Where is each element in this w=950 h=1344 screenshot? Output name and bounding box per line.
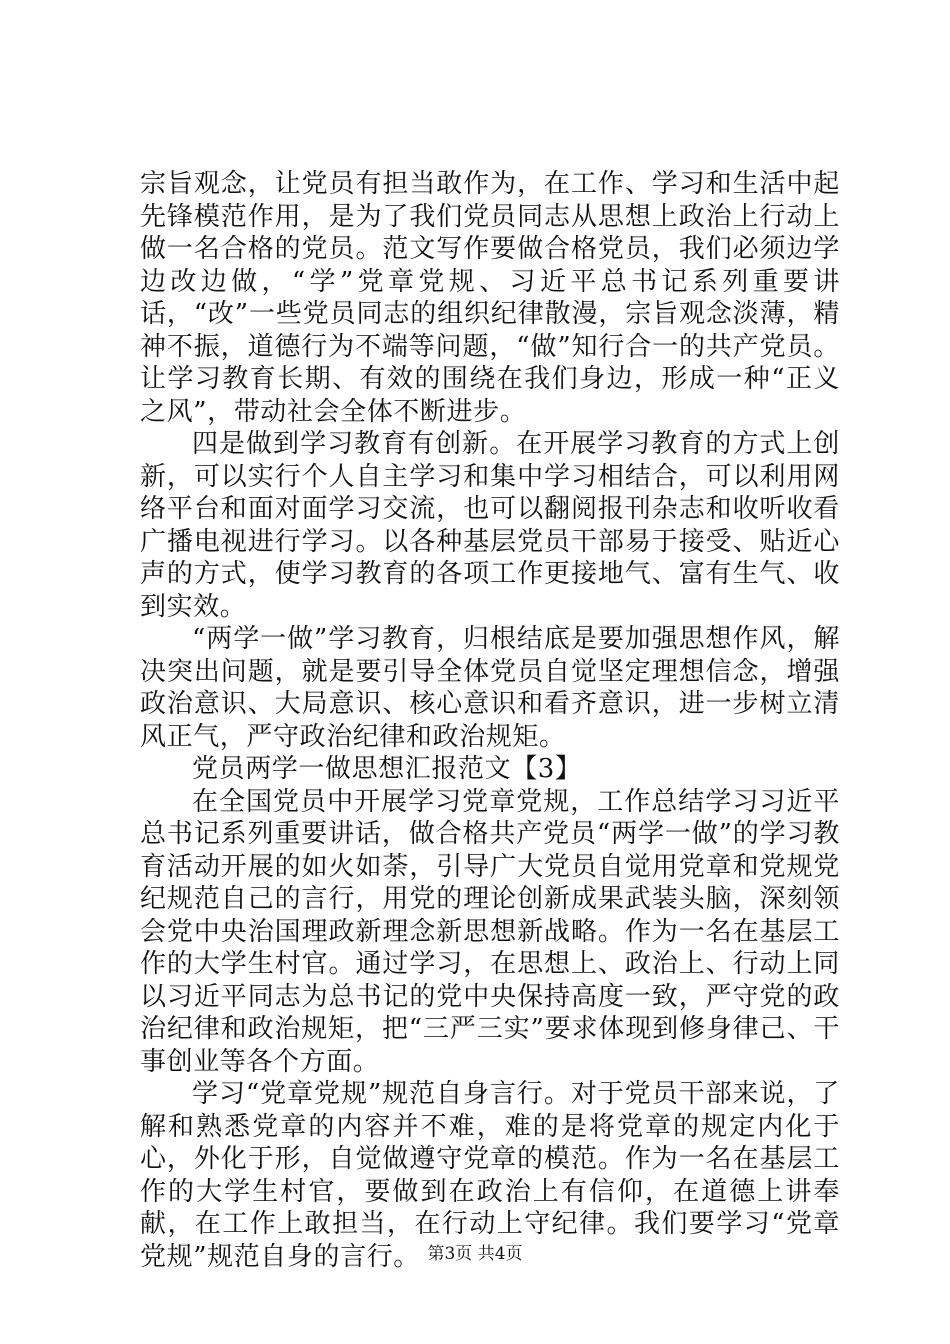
section-heading: 党员两学一做思想汇报范文【3】 [192, 754, 582, 784]
paragraph-party-rules: 学习“党章党规”规范自身言行。对于党员干部来说，了解和熟悉党章的内容并不难，难的是将党章的规定内化于心，外化于形，自觉做遵守党章的模范。作为一名在基层工作的大学生村官，要做到在政治上有信仰，在道德上讲奉献，在工作上敢担当，在行动上守纪律。我们要学习“党章党规”规范自身的言行。 [140, 1079, 840, 1272]
page-number: 第3页 共4页 [427, 1244, 523, 1264]
paragraph-conclusion: “两学一做”学习教育，归根结底是要加强思想作风，解决突出问题，就是要引导全体党员自觉坚定理想信念，增强政治意识、大局意识、核心意识和看齐意识，进一步树立清风正气，严守政治纪律和政治规矩。 [140, 624, 840, 752]
page-footer [0, 1243, 950, 1265]
paragraph-innovation: 四是做到学习教育有创新。在开展学习教育的方式上创新，可以实行个人自主学习和集中学习相结合，可以利用网络平台和面对面学习交流，也可以翻阅报刊杂志和收听收看广播电视进行学习。以各种基层党员干部易于接受、贴近心声的方式，使学习教育的各项工作更接地气、富有生气、收到实效。 [140, 429, 840, 622]
paragraph-intro: 在全国党员中开展学习党章党规，工作总结学习习近平总书记系列重要讲话，做合格共产党员“两学一做”的学习教育活动开展的如火如荼，引导广大党员自觉用党章和党规党纪规范自己的言行，用党的理论创新成果武装头脑，深刻领会党中央治国理政新理念新思想新战略。作为一名在基层工作的大学生村官。通过学习，在思想上、政治上、行动上同以习近平同志为总书记的党中央保持高度一致，严守党的政治纪律和政治规矩，把“三严三实”要求体现到修身律己、干事创业等各个方面。 [140, 786, 840, 1077]
paragraph-continuation: 宗旨观念，让党员有担当敢作为，在工作、学习和生活中起先锋模范作用，是为了我们党员同志从思想上政治上行动上做一名合格的党员。范文写作要做合格党员，我们必须边学边改边做，“学”党章党规、习近平总书记系列重要讲话，“改”一些党员同志的组织纪律散漫，宗旨观念淡薄，精神不振，道德行为不端等问题，“做”知行合一的共产党员。让学习教育长期、有效的围绕在我们身边，形成一种“正义之风”，带动社会全体不断进步。 [140, 169, 840, 427]
document-body [140, 168, 840, 1273]
